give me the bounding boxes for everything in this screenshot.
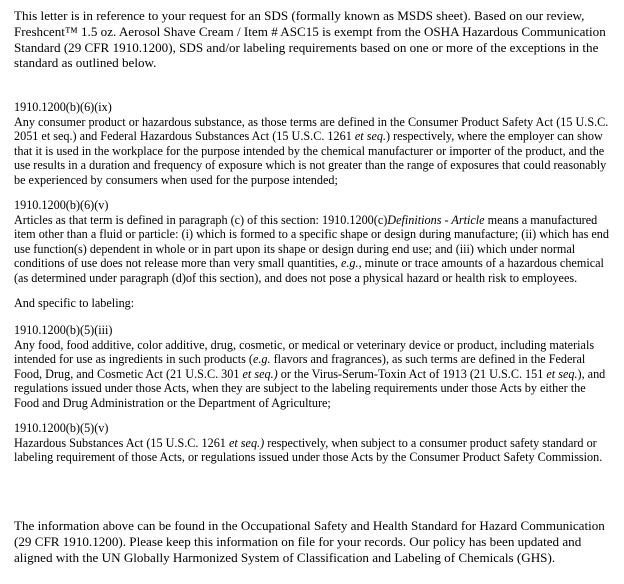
exemption-section-b6ix [14, 100, 610, 188]
section-code: 1910.1200(b)(5)(iii) [14, 323, 113, 337]
exemption-section-b5v [14, 421, 610, 465]
section-code: 1910.1200(b)(6)(v) [14, 198, 109, 212]
section-code: 1910.1200(b)(5)(v) [14, 421, 109, 435]
letter-page [14, 8, 610, 565]
closing-paragraph: The information above can be found in the Occupational Safety and Health Standard for Hazard Communication (29 CFR 1910.1200). Please keep this information on file for your records. Our policy has been updated and aligned with the UN Globally Harmonized System of Classification and Labeling of Chemicals (GHS). [14, 518, 605, 565]
labeling-heading-block [14, 296, 610, 311]
exemption-section-b5iii [14, 323, 610, 411]
section-body: Any consumer product or hazardous substance, as those terms are defined in the Consumer Product Safety Act (15 U.S.C. 2051 et seq.) and Federal Hazardous Substances Act (15 U.S.C. 1261 et seq.) respectively, where the employer can show that it is used in the workplace for the purpose intended by the chemical manufacturer or importer of the product, and the use results in a duration and frequency of exposure which is not greater than the range of exposures that could reasonably be experienced by consumers when used for the purpose intended; [14, 114, 609, 187]
intro-paragraph: This letter is in reference to your request for an SDS (formally known as MSDS sheet). Based on our review, Freshcent™ 1.5 oz. Aerosol Shave Cream / Item # ASC15 is exempt from the OSHA Hazardous Communication Standard (29 CFR 1910.1200), SDS and/or labeling requirements based on one or more of the exceptions in the standard as outlined below. [14, 8, 606, 71]
section-body: Articles as that term is defined in paragraph (c) of this section: 1910.1200(c)Definitions - Article means a manufactured item other than a fluid or particle: (i) which is formed to a specific shape or design during manufacture; (ii) which has end use function(s) dependent in whole or in part upon its shape or design during end use; and (iii) which under normal conditions of use does not release more than very small quantities, e.g., minute or trace amounts of a hazardous chemical (as determined under paragraph (d)of this section), and does not pose a physical hazard or health risk to employees. [14, 212, 609, 285]
exemption-section-b6v [14, 198, 610, 286]
labeling-heading: And specific to labeling: [14, 296, 135, 310]
section-code: 1910.1200(b)(6)(ix) [14, 100, 112, 114]
section-body: Any food, food additive, color additive, drug, cosmetic, or medical or veterinary device or product, including materials intended for use as ingredients in such products (e.g. flavors and fragrances), as such terms are defined in the Federal Food, Drug, and Cosmetic Act (21 U.S.C. 301 et seq.) or the Virus-Serum-Toxin Act of 1913 (21 U.S.C. 151 et seq.), and regulations issued under those Acts, when they are subject to the labeling requirements under those Acts by either the Food and Drug Administration or the Department of Agriculture; [14, 337, 606, 410]
section-body: Hazardous Substances Act (15 U.S.C. 1261 et seq.) respectively, when subject to a consumer product safety standard or labeling requirement of those Acts, or regulations issued under those Acts by the Consumer Product Safety Commission. [14, 435, 603, 465]
